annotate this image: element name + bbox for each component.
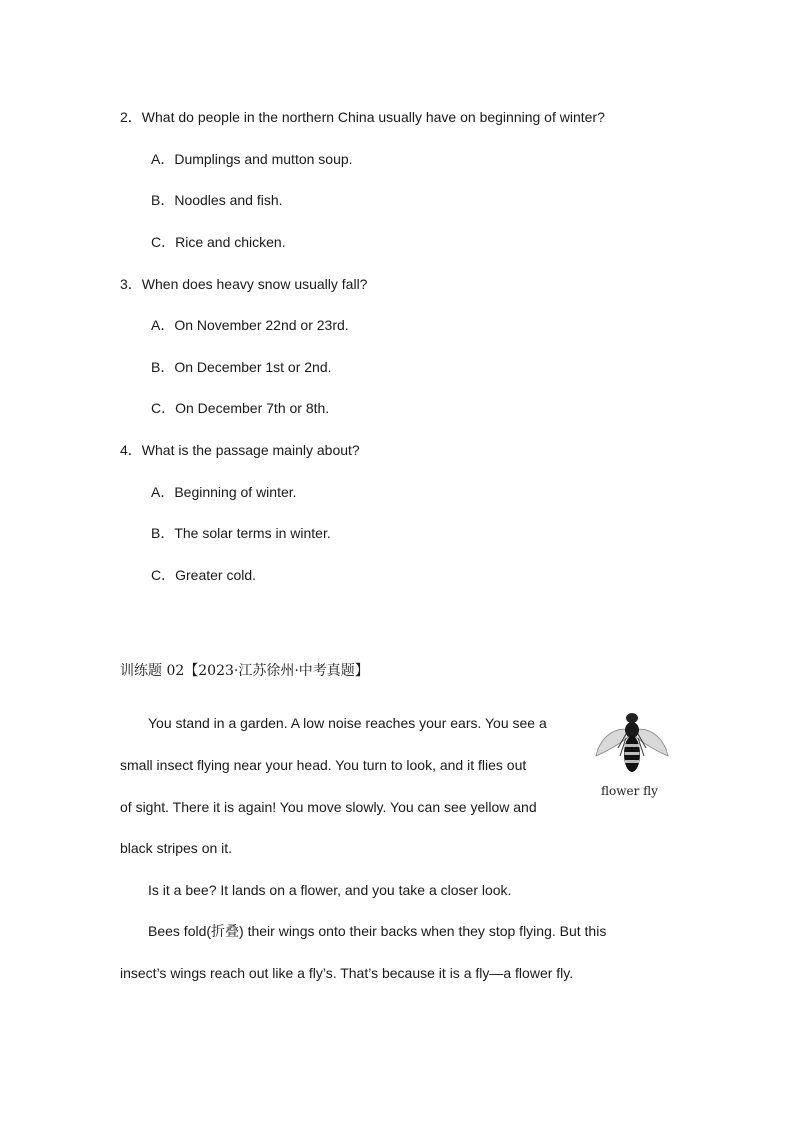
question-2-option-b: B．Noodles and fish. bbox=[151, 192, 283, 208]
question-3-option-a: A．On November 22nd or 23rd. bbox=[151, 317, 349, 333]
question-2-option-c: C．Rice and chicken. bbox=[151, 234, 286, 250]
question-2-option-a: A．Dumplings and mutton soup. bbox=[151, 151, 353, 167]
question-2-stem: 2．What do people in the northern China usually have on beginning of winter? bbox=[120, 109, 605, 125]
passage-line-1: You stand in a garden. A low noise reaches your ears. You see a bbox=[148, 715, 547, 731]
question-4-option-a: A．Beginning of winter. bbox=[151, 484, 297, 500]
passage-line-5: Is it a bee? It lands on a flower, and you take a closer look. bbox=[148, 882, 512, 898]
question-3-stem: 3．When does heavy snow usually fall? bbox=[120, 276, 368, 292]
passage-line-6: Bees fold(折叠) their wings onto their backs when they stop flying. But this bbox=[148, 923, 607, 939]
passage-line-7: insect’s wings reach out like a fly’s. That’s because it is a fly—a flower fly. bbox=[120, 965, 574, 981]
question-3-option-c: C．On December 7th or 8th. bbox=[151, 400, 330, 416]
question-4-option-c: C．Greater cold. bbox=[151, 567, 257, 583]
passage-line-4: black stripes on it. bbox=[120, 840, 233, 856]
section-heading: 训练题 02【2023·江苏徐州·中考真题】 bbox=[120, 663, 369, 679]
question-3-option-b: B．On December 1st or 2nd. bbox=[151, 359, 332, 375]
passage-line-2: small insect flying near your head. You turn to look, and it flies out bbox=[120, 757, 527, 773]
figure-caption: flower fly bbox=[601, 784, 658, 798]
passage-line-3: of sight. There it is again! You move slowly. You can see yellow and bbox=[120, 799, 537, 815]
question-4-option-b: B．The solar terms in winter. bbox=[151, 525, 331, 541]
question-4-stem: 4．What is the passage mainly about? bbox=[120, 442, 360, 458]
flower-fly-icon bbox=[592, 704, 672, 784]
